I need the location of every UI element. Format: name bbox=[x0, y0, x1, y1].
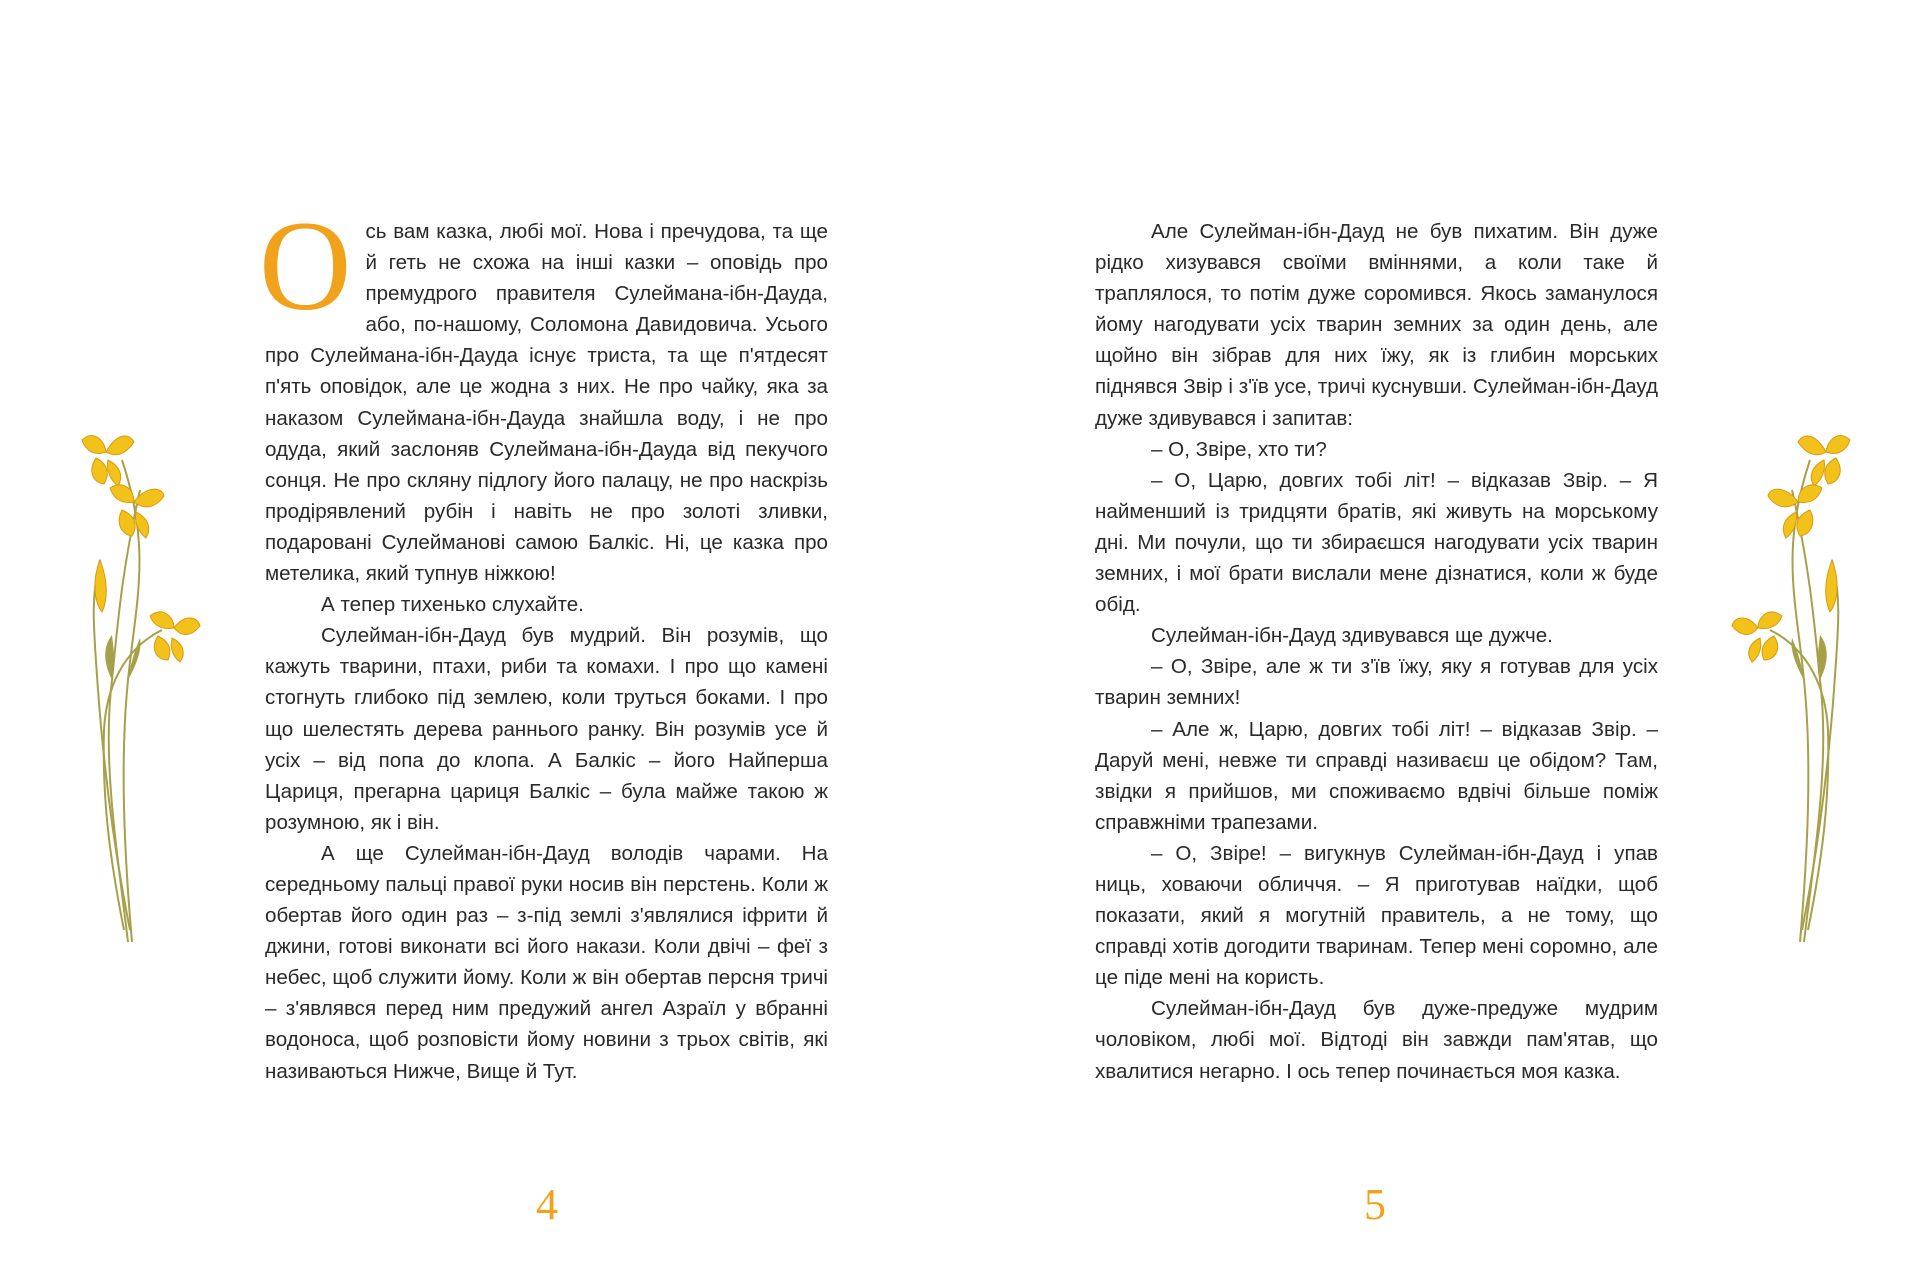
flower-bud bbox=[1826, 560, 1837, 612]
paragraph-text: сь вам казка, любі мої. Нова і пречудова, та ще й геть не схожа на інші казки – оповідь про премудрого правителя Сулеймана-ібн-Дауда, або, по-нашому, Соломона Давидовича. Усього про Сулеймана-ібн-Дауда існує триста, та ще п'ятдесят п'ять оповідок, але це жодна з них. Не про чайку, яка за наказом Сулеймана-ібн-Дауда знайшла воду, і не про одуда, який заслоняв Сулеймана-ібн-Дауда від пекучого сонця. Не про скляну підлогу його палацу, не про наскрізь продірявлений рубін і навіть не про золоті зливки, подаровані Сулейманові самою Балкіс. Ні, це казка про метелика, який тупнув ніжкою! bbox=[265, 220, 828, 586]
paragraph: Але Сулейман-ібн-Дауд не був пихатим. Він дуже рідко хизувався своїми вміннями, а коли таке й траплялося, то потім дуже соромився. Якось заманулося йому нагодувати усіх тварин земних за один день, але щойно він зібрав для них їжу, як із глибин морських піднявся Звір і з'їв усе, тричі куснувши. Сулейман-ібн-Дауд дуже здивувався і запитав: bbox=[1095, 220, 1658, 430]
dialogue-line: – О, Звіре! – вигукнув Сулейман-ібн-Дауд і упав ниць, ховаючи обличчя. – Я приготував наїдки, щоб показати, який я могутній правитель, а не тому, що справді хотів догодити тваринам. Тепер мені соромно, але це піде мені на користь. bbox=[1095, 841, 1658, 990]
flower-head-lower bbox=[1732, 612, 1782, 662]
opening-paragraph bbox=[259, 195, 828, 589]
flower-bud bbox=[95, 560, 106, 612]
paragraph: Сулейман-ібн-Дауд був дуже-предуже мудрим чоловіком, любі мої. Відтоді він завжди пам'ятав, що хвалитися негарно. І ось тепер починається моя казка. bbox=[1095, 997, 1658, 1083]
flower-head-top bbox=[1798, 436, 1850, 486]
paragraph: А тепер тихенько слухайте. bbox=[321, 593, 584, 617]
page-number-right: 5 bbox=[1364, 1180, 1386, 1229]
dialogue-line: – Але ж, Царю, довгих тобі літ! – відказав Звір. – Даруй мені, невже ти справді називаєш це обідом? Там, звідки я прийшов, ми споживаємо вдвічі більше поміж справжніми трапезами. bbox=[1095, 717, 1658, 834]
dialogue-line: – О, Звіре, але ж ти з'їв їжу, яку я готував для усіх тварин земних! bbox=[1095, 655, 1658, 710]
flower-head-lower bbox=[150, 612, 200, 662]
left-page-text bbox=[259, 195, 828, 1087]
drop-cap-letter: О bbox=[259, 195, 352, 337]
paragraph: Сулейман-ібн-Дауд був мудрий. Він розумів, що кажуть тварини, птахи, риби та комахи. І про що камені стогнуть глибоко під землею, коли труться боками. І про що шелестять дерева раннього ранку. Він розумів усе й усіх – від попа до клопа. А Балкіс – його Найперша Цариця, прегарна цариця Балкіс – була майже такою ж розумною, як і він. bbox=[265, 624, 828, 834]
dialogue-line: – О, Звіре, хто ти? bbox=[1151, 437, 1327, 461]
page-number-left: 4 bbox=[536, 1180, 558, 1229]
paragraph: Сулейман-ібн-Дауд здивувався ще дужче. bbox=[1151, 624, 1553, 648]
paragraph: А ще Сулейман-ібн-Дауд володів чарами. На середньому пальці правої руки носив він перстень. Коли ж обертав його один раз – з-під землі з'являлися іфрити й джини, готові виконати всі його накази. Коли двічі – феї з небес, щоб служити йому. Коли ж він обертав персня тричі – з'являвся перед ним предужий ангел Азраїл у вбранні водоноса, щоб розповісти йому новини з трьох світів, які називаються Нижче, Вище й Тут. bbox=[265, 841, 828, 1083]
flower-head-top bbox=[82, 436, 134, 486]
right-page-text bbox=[1095, 216, 1658, 1087]
flower-decoration-left bbox=[62, 430, 222, 950]
dialogue-line: – О, Царю, довгих тобі літ! – відказав Звір. – Я найменший із тридцяти братів, які живуть на морському дні. Ми почули, що ти збираєшся нагодувати усіх тварин земних, і мої брати вислали мене дізнатися, коли ж буде обід. bbox=[1095, 468, 1658, 617]
flower-decoration-right bbox=[1710, 430, 1870, 950]
